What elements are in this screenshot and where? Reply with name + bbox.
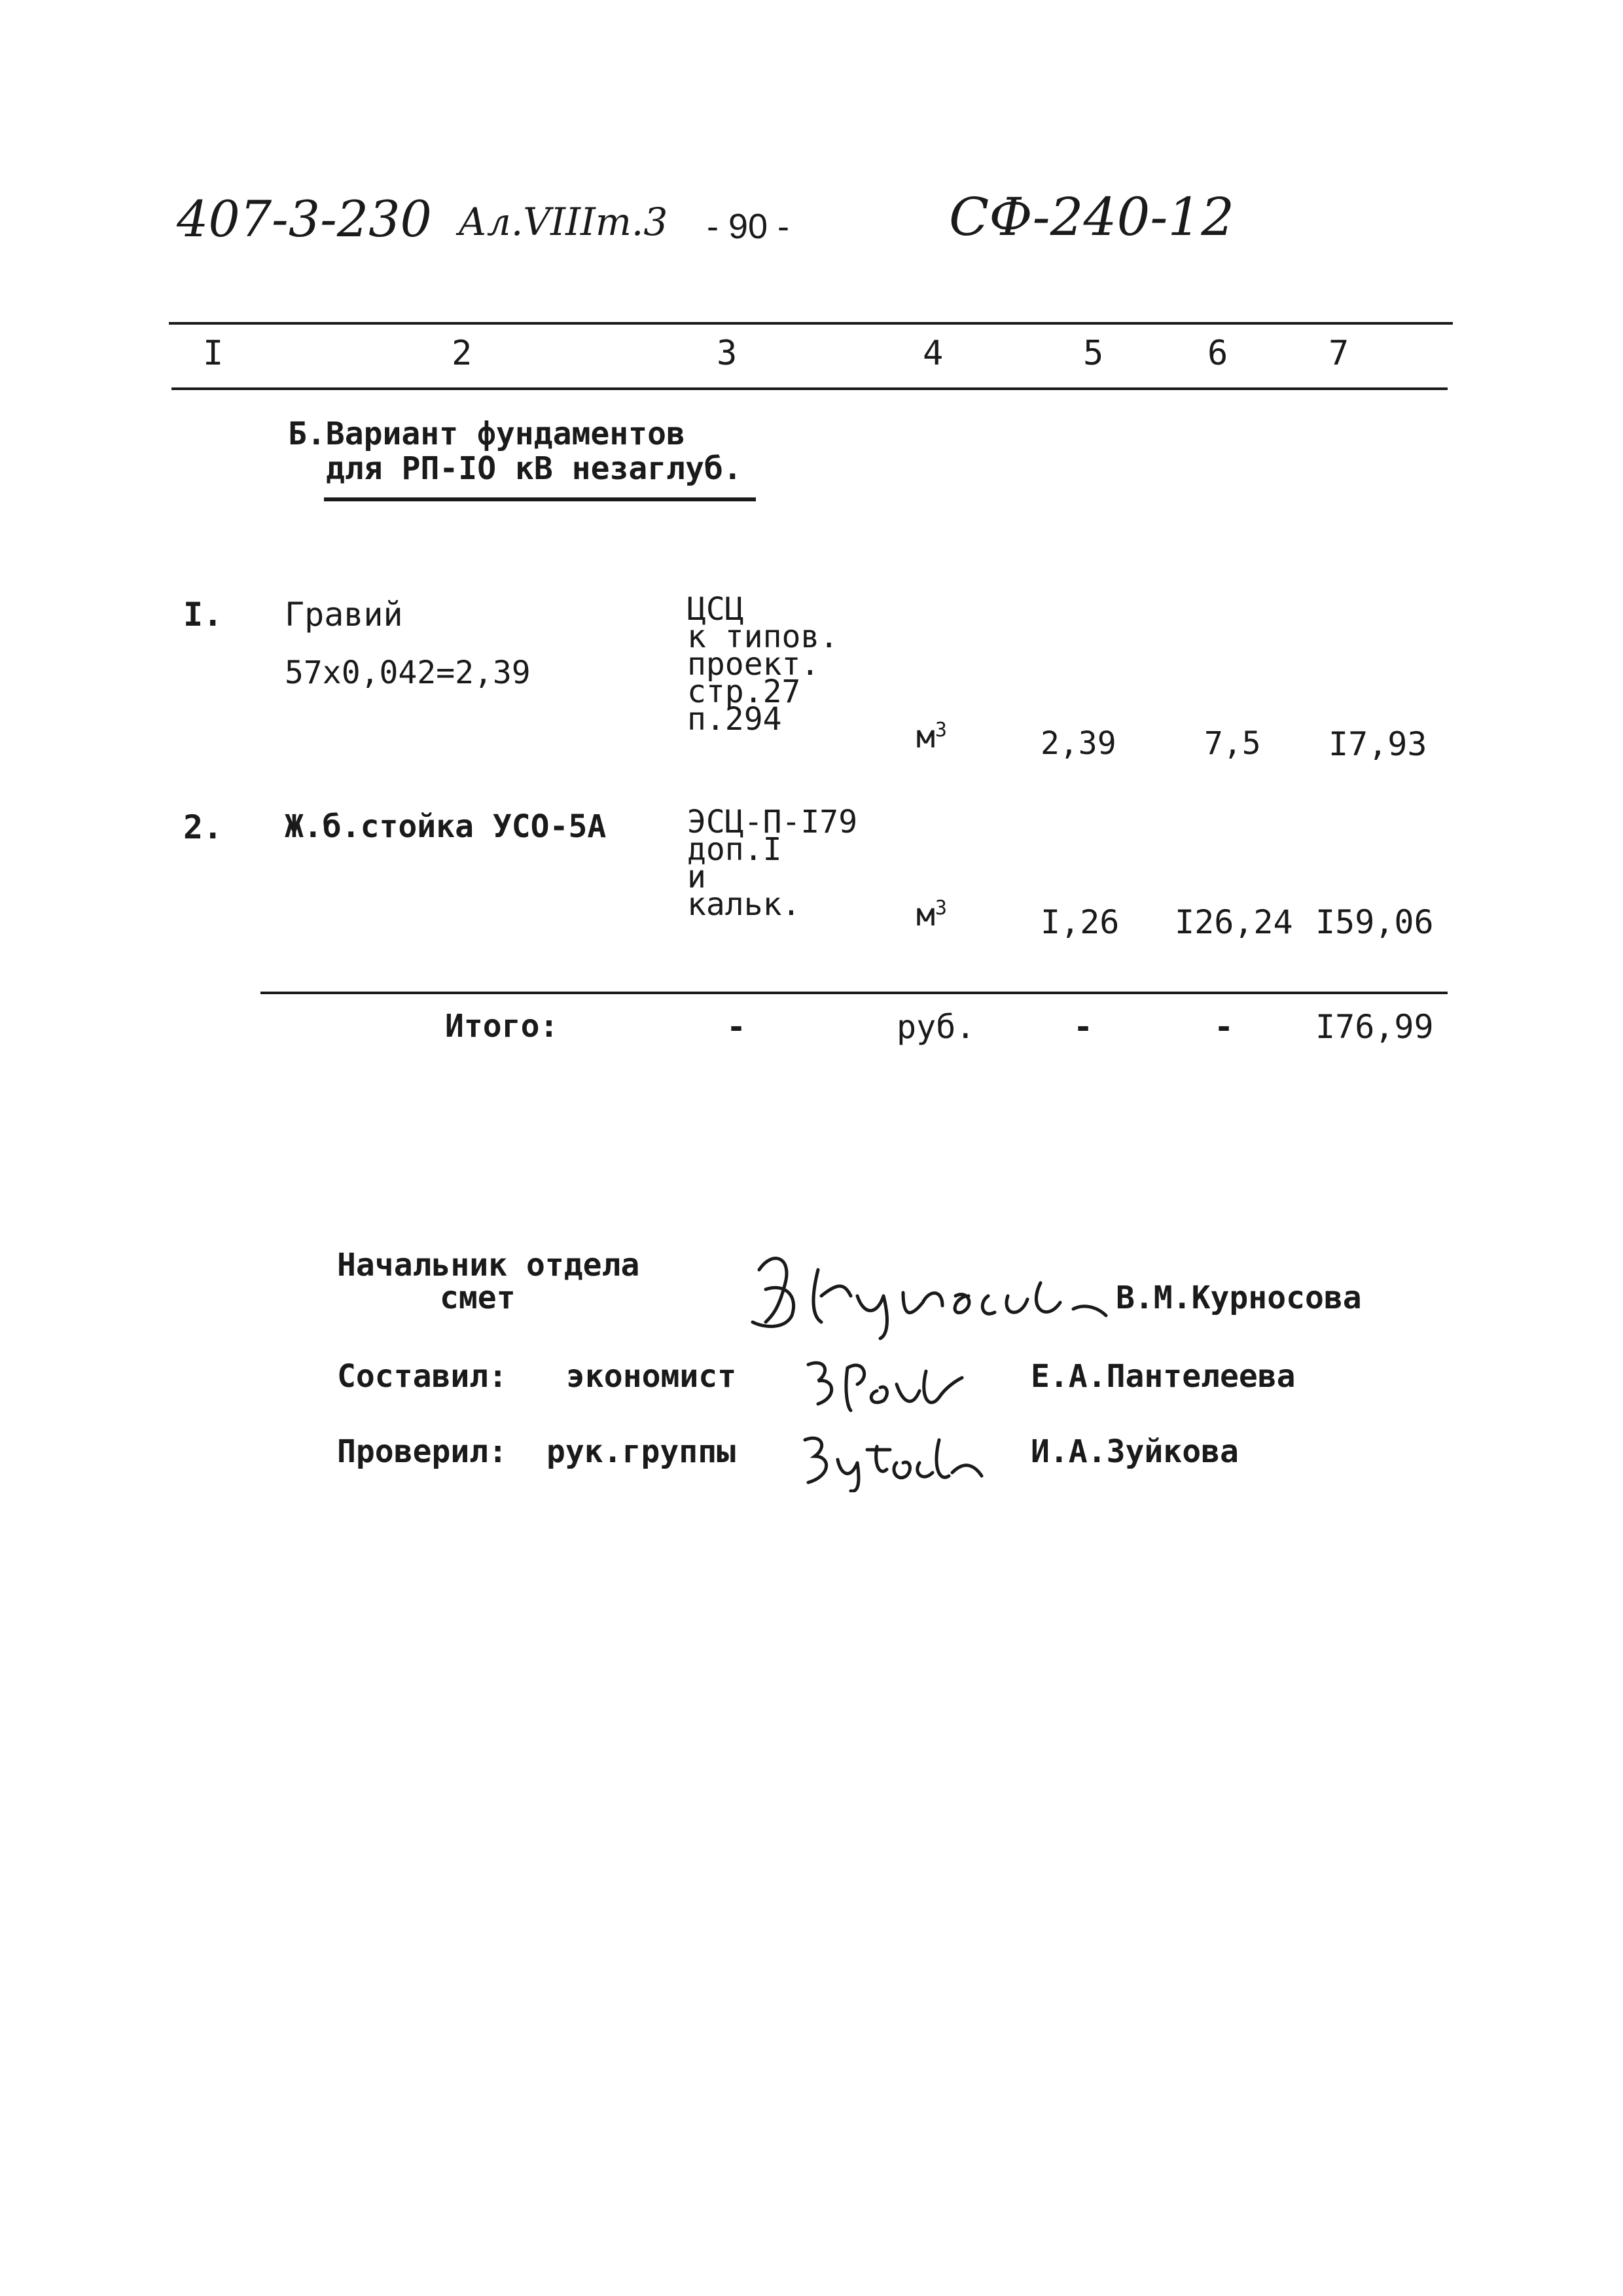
summary-rule bbox=[260, 992, 1448, 994]
unit-text: м bbox=[916, 719, 935, 755]
item-price: 7,5 bbox=[1204, 725, 1261, 762]
signature-role: Начальник отдела bbox=[337, 1247, 640, 1283]
source-line: проект. bbox=[687, 646, 820, 683]
header-bottom-rule bbox=[171, 387, 1448, 390]
summary-total: I76,99 bbox=[1315, 1008, 1434, 1046]
item-formula: 57х0,042=2,39 bbox=[285, 655, 531, 691]
page-number: - 90 - bbox=[707, 207, 790, 246]
summary-price: - bbox=[1214, 1008, 1234, 1046]
summary-source: - bbox=[726, 1008, 747, 1046]
item-quantity: I,26 bbox=[1041, 903, 1120, 941]
item-unit bbox=[916, 897, 947, 933]
section-title-line1: Б.Вариант фундаментов bbox=[288, 416, 685, 452]
unit-text: м bbox=[916, 897, 935, 933]
source-line: доп.I bbox=[687, 831, 782, 868]
source-line: ЭСЦ-П-I79 bbox=[687, 804, 858, 840]
section-title-underline bbox=[324, 497, 756, 501]
signature-position: рук.группы bbox=[546, 1433, 736, 1470]
source-line: стр.27 bbox=[687, 673, 801, 710]
item-unit bbox=[916, 719, 947, 755]
source-line: и bbox=[687, 859, 706, 895]
source-line: кальк. bbox=[687, 886, 801, 923]
source-line: к типов. bbox=[687, 619, 839, 655]
column-header: 3 bbox=[717, 334, 738, 373]
handwritten-signature bbox=[792, 1420, 988, 1492]
column-header: 6 bbox=[1207, 334, 1228, 373]
summary-quantity: - bbox=[1073, 1008, 1094, 1046]
signature-name: И.А.Зуйкова bbox=[1031, 1433, 1239, 1470]
item-source bbox=[687, 591, 839, 738]
column-header: 5 bbox=[1083, 334, 1104, 373]
item-total: I7,93 bbox=[1329, 725, 1427, 763]
section-title-line2: для РП-IO кВ незаглуб. bbox=[326, 450, 742, 487]
handwritten-signature bbox=[746, 1244, 1113, 1342]
source-line: п.294 bbox=[687, 701, 782, 738]
signature-role: Проверил: bbox=[337, 1433, 508, 1470]
signature-name: Е.А.Пантелеева bbox=[1031, 1358, 1296, 1395]
row-number: 2. bbox=[183, 808, 223, 846]
summary-unit: руб. bbox=[897, 1008, 976, 1046]
column-header: 7 bbox=[1329, 334, 1349, 373]
source-line: ЦСЦ bbox=[687, 591, 744, 628]
table-top-rule bbox=[169, 322, 1453, 325]
handwritten-signature bbox=[798, 1345, 969, 1417]
summary-label: Итого: bbox=[445, 1008, 559, 1045]
item-name: Ж.б.стойка УСО-5А bbox=[285, 808, 607, 845]
signature-role-line2: смет bbox=[440, 1280, 516, 1316]
item-price: I26,24 bbox=[1175, 903, 1293, 941]
row-number: I. bbox=[183, 596, 223, 634]
item-quantity: 2,39 bbox=[1041, 725, 1116, 762]
column-header: 4 bbox=[923, 334, 944, 373]
doc-code: 407-3-230 bbox=[177, 190, 432, 248]
album-code: Ал.VIIIт.3 bbox=[458, 200, 668, 244]
signature-position: экономист bbox=[566, 1358, 737, 1395]
signature-name: В.М.Курносова bbox=[1116, 1280, 1362, 1316]
signature-role: Составил: bbox=[337, 1358, 508, 1395]
column-header: 2 bbox=[452, 334, 473, 373]
item-source bbox=[687, 804, 858, 923]
item-name: Гравий bbox=[285, 596, 403, 634]
sheet-code: СФ-240-12 bbox=[949, 187, 1235, 247]
unit-superscript: 3 bbox=[935, 897, 947, 920]
item-total: I59,06 bbox=[1315, 903, 1434, 941]
unit-superscript: 3 bbox=[935, 719, 947, 742]
column-header: I bbox=[203, 334, 224, 373]
